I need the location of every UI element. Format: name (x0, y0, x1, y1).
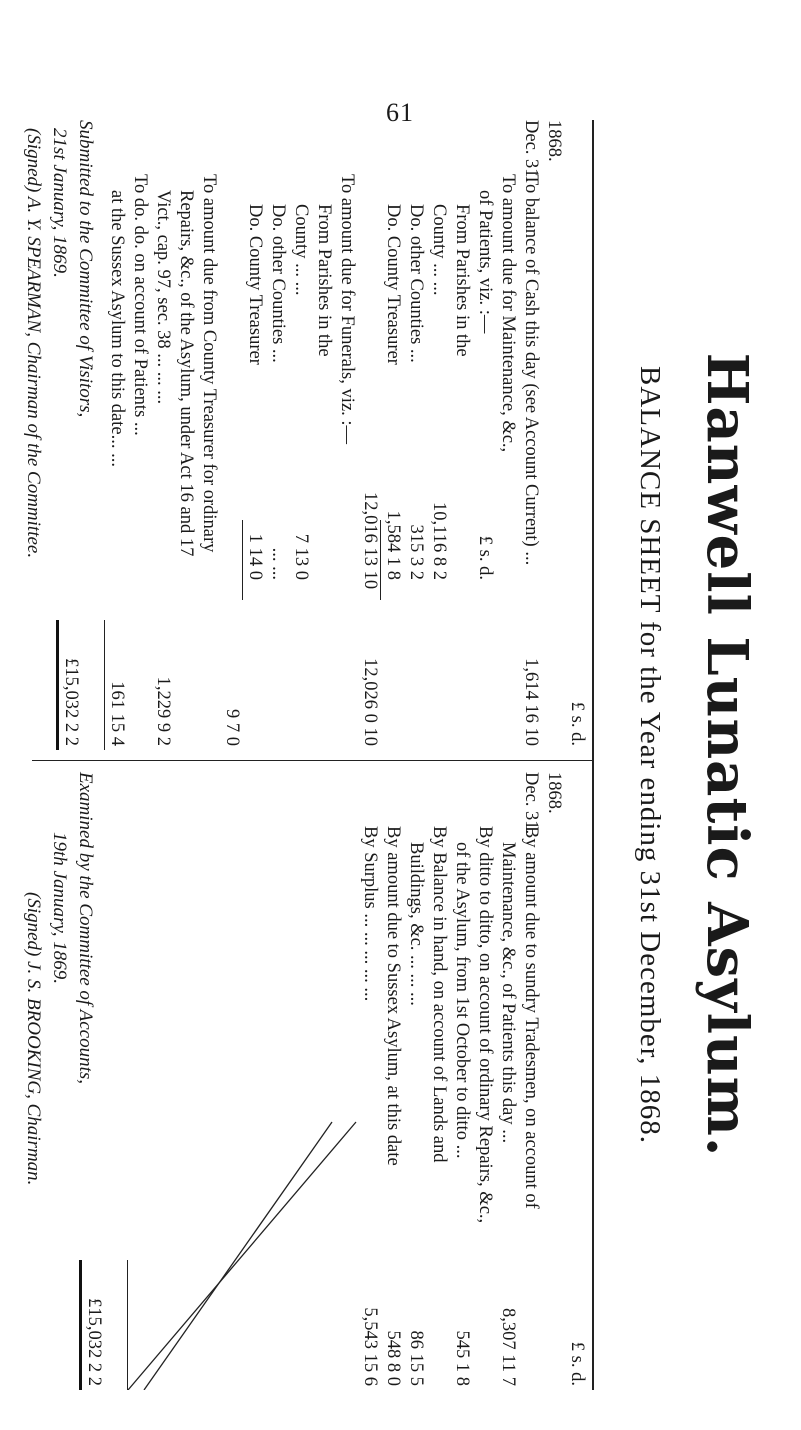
amount: 1,614 16 10 (521, 658, 541, 746)
entry-line: To amount due from County Treasurer for ordinary (199, 174, 219, 553)
entry-line: County ... ... (429, 204, 449, 296)
entry-line: From Parishes in the (452, 204, 472, 357)
entry-line: By ditto to ditto, on account of ordinary Repairs, &c., (475, 826, 495, 1224)
submitted-date: 21st January, 1869. (49, 128, 70, 278)
examined-line: Examined by the Committee of Accounts, (75, 772, 96, 1085)
entry-line: Do. other Counties ... (268, 204, 288, 363)
grand-total: £15,032 2 2 (61, 658, 81, 746)
entry-line: To balance of Cash this day (see Account Current) ... (521, 174, 541, 566)
page-title: Hanwell Lunatic Asylum. (694, 352, 760, 1158)
grand-total: £15,032 2 2 (84, 1298, 104, 1386)
entry-line: By Balance in hand, on account of Lands and (429, 826, 449, 1163)
accounts-signature-block (20, 772, 98, 1390)
entry-line: Maintenance, &c., of Patients this day ... (498, 842, 518, 1144)
page-number: 61 (386, 98, 414, 127)
visitors-signature-block (20, 120, 98, 750)
total-rule (104, 620, 105, 750)
amount: 8,307 11 7 (498, 1308, 518, 1386)
sub-amount: 7 13 0 (291, 533, 311, 580)
entry-line: Do. County Treasurer (245, 204, 265, 365)
balance-sheet (23, 120, 770, 1390)
header-rule (592, 120, 594, 1390)
amount: 5,543 15 6 (360, 1307, 380, 1386)
submitted-line: Submitted to the Committee of Visitors, (75, 120, 96, 418)
entry-line: at the Sussex Asylum to this date... ... (107, 190, 127, 467)
date-day: Dec. 31. (521, 120, 541, 183)
amount: 545 1 8 (452, 1330, 472, 1386)
debit-column (36, 120, 588, 750)
entry-line: By Surplus ... ... ... ... ... (360, 826, 380, 1002)
total-rule (127, 1260, 128, 1390)
page-subtitle: BALANCE SHEET for the Year ending 31st December, 1868. (634, 366, 666, 1144)
sub-amount: 10,116 8 2 (429, 502, 449, 580)
amount: 548 8 0 (383, 1330, 403, 1386)
entry-line: Do. County Treasurer (383, 204, 403, 365)
date-year: 1868. (544, 120, 564, 162)
subtotal-rule (242, 520, 243, 600)
amount: 161 15 4 (107, 681, 127, 746)
sub-amount: ... ... (268, 547, 288, 580)
amount: 12,026 0 10 (360, 658, 380, 746)
entry-line: By amount due to sundry Tradesmen, on account of (521, 826, 541, 1209)
visitors-signed: (Signed) A. Y. SPEARMAN, Chairman of the Committee. (23, 128, 44, 559)
entry-line: From Parishes in the (314, 204, 334, 357)
entry-line: of the Asylum, from 1st October to ditto ... (452, 842, 472, 1159)
amount: 1,229 9 2 (153, 676, 173, 746)
entry-line: Repairs, &c., of the Asylum, under Act 16 and 17 (176, 190, 196, 557)
entry-line: To amount due for Maintenance, &c., (498, 174, 518, 453)
entry-line: of Patients, viz. :— (475, 190, 495, 334)
sub-amount: 1,584 1 8 (383, 510, 403, 580)
entry-line: Vict., cap. 97, sec. 38 ... ... ... (153, 190, 173, 405)
date-day: Dec. 31. (521, 772, 541, 835)
sub-amount: 315 3 2 (406, 524, 426, 580)
sub-amount: 1 14 0 (245, 533, 265, 580)
credit-column (59, 772, 588, 1390)
amount: 86 15 5 (406, 1330, 426, 1386)
column-divider (32, 760, 592, 761)
amount: 9 7 0 (222, 709, 242, 746)
accounts-signed: (Signed) J. S. BROOKING, Chairman. (23, 892, 44, 1186)
entry-line: By amount due to Sussex Asylum, at this date (383, 826, 403, 1166)
examined-date: 19th January, 1869. (49, 832, 70, 984)
entry-line: To amount due for Funerals, viz. :— (337, 174, 357, 444)
sub-amount: 12,016 13 10 (360, 492, 380, 590)
column-heads: £ s. d. (567, 701, 587, 746)
date-year: 1868. (544, 772, 564, 814)
entry-line: To do. do. on account of Patients ... (130, 174, 150, 436)
entry-line: Do. other Counties ... (406, 204, 426, 363)
column-heads: £ s. d. (567, 1341, 587, 1386)
entry-line: County ... ... (291, 204, 311, 296)
entry-line: Buildings, &c. ... ... ... (406, 842, 426, 1006)
sub-heads: £ s. d. (475, 535, 495, 580)
